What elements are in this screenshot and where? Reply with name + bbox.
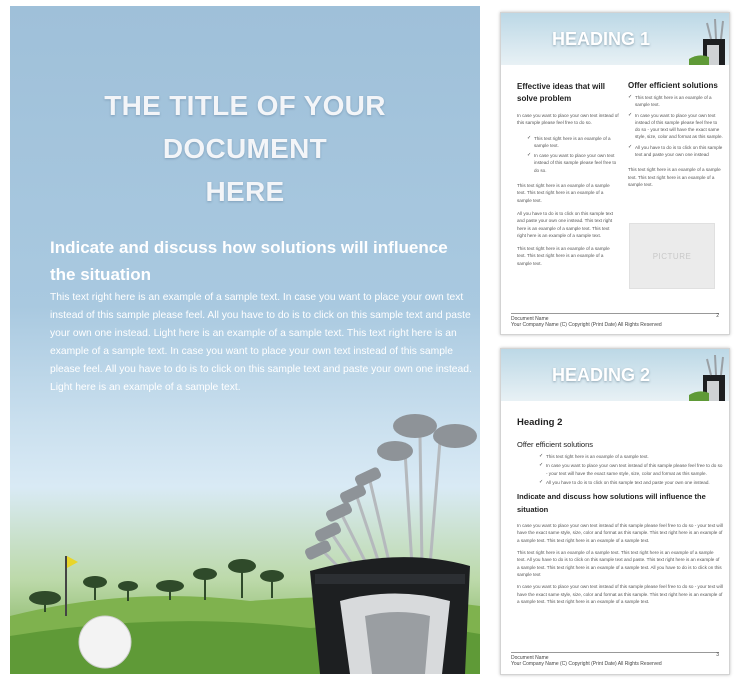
paragraph: In case you want to place your own text instead of this sample please feel free to do so - your text will have the exact same style, size, color and format as this sample. This text right here is an example of a sample text. This text right here is an example of a sample text. (517, 584, 723, 604)
left-column-title: Effective ideas that will solve problem (517, 82, 606, 103)
list-item: ✓ All you have to do is to click on this sample text and paste your own one instead (628, 144, 723, 159)
golf-scene-illustration (10, 396, 480, 674)
list-item: ✓ In case you want to place your own text instead of this sample please feel free to do so - your text will have the exact same style, size, color and format as this sample. (539, 462, 723, 477)
cover-title-line: HERE (205, 176, 285, 207)
page-content (517, 417, 723, 610)
page-thumbnail-3[interactable] (500, 348, 730, 675)
paragraph: All you have to do is to click on this sample text and paste your own one instead. This text right here is an example of a sample text. This text right here is an example of a sample text. (517, 210, 614, 238)
page-footer (511, 652, 719, 667)
footer-copyright: Your Company Name (C) Copyright (Print Date) All Rights Reserved (511, 322, 662, 328)
list-item: ✓ In case you want to place your own text instead of this sample please feel free to do so. (527, 152, 619, 174)
bullet-list (527, 135, 619, 174)
cover-title-line: THE TITLE OF YOUR (104, 90, 386, 121)
section-subtitle: Offer efficient solutions (517, 440, 594, 449)
left-column (517, 81, 619, 273)
cover-subheading: Indicate and discuss how solutions will influence the situation (50, 238, 448, 284)
header-band (501, 13, 729, 65)
golf-bag-icon (689, 13, 729, 65)
page-number: 3 (716, 652, 719, 658)
footer-copyright: Your Company Name (C) Copyright (Print Date) All Rights Reserved (511, 661, 662, 667)
bullet-list (539, 453, 723, 486)
paragraph: In case you want to place your own text instead of this sample please feel free to do so - your text will have the exact same style, size, color and format as this sample. This text right here is an example of a sample text. This text right here is an example of a sample text. (517, 523, 723, 543)
header-band (501, 349, 729, 401)
list-item: ✓ This text right here is an example of a sample text. (527, 135, 619, 150)
list-item: ✓ This text right here is an example of a sample text. (628, 94, 723, 109)
cover-page (10, 6, 480, 674)
list-item: ✓ This text right here is an example of a sample text. (539, 453, 723, 460)
section-heading: Indicate and discuss how solutions will influence the situation (517, 492, 706, 515)
list-item: ✓ In case you want to place your own text instead of this sample please feel free to do so - your text will have the exact same style, size, color and format as this sample. (628, 112, 723, 141)
golf-bag-icon (689, 349, 729, 401)
paragraph: This text right here is an example of a sample text. This text right here is an example of a sample text. (517, 246, 610, 266)
cover-title (10, 84, 480, 213)
paragraph: This text right here is an example of a sample text. This text right here is an example of a sample text. All you have to do is to click on this sample text and paste. This text right here is an example of a sample text. This text right here is an example of a sample text. All you have to do is to click on this sample text (517, 550, 722, 577)
right-column-title: Offer efficient solutions (628, 81, 718, 90)
paragraph: In case you want to place your own text instead of this sample please feel free to do so. (517, 113, 619, 126)
page-thumbnail-2[interactable] (500, 12, 730, 335)
section-heading: Heading 2 (517, 417, 563, 428)
page-number: 2 (716, 313, 719, 319)
page-heading: HEADING 1 (551, 29, 650, 49)
picture-placeholder[interactable]: PICTURE (629, 223, 715, 289)
right-column (628, 81, 723, 194)
footer-document-name: Document Name (511, 655, 549, 661)
cover-title-line: DOCUMENT (162, 133, 328, 164)
list-item: ✓ All you have to do is to click on this sample text and paste your own one instead. (539, 479, 723, 486)
page-heading: HEADING 2 (551, 365, 650, 385)
paragraph: This text right here is an example of a sample text. This text right here is an example of a sample text. (517, 183, 610, 203)
footer-document-name: Document Name (511, 316, 549, 322)
cover-body-text: This text right here is an example of a sample text. In case you want to place your own text instead of this sample please feel. All you have to do is to click on this sample text and paste your own one instead. Light here is an example of a sample text. This text right here is an example of a sample text. In case you want to place your own text instead of this sample please feel. All you have to do is to click on this sample text and paste your own one instead. Light here is an example of a sample text. (50, 292, 472, 393)
page-footer (511, 313, 719, 328)
paragraph: This text right here is an example of a sample text. This text right here is an example of a sample text. (628, 167, 721, 187)
